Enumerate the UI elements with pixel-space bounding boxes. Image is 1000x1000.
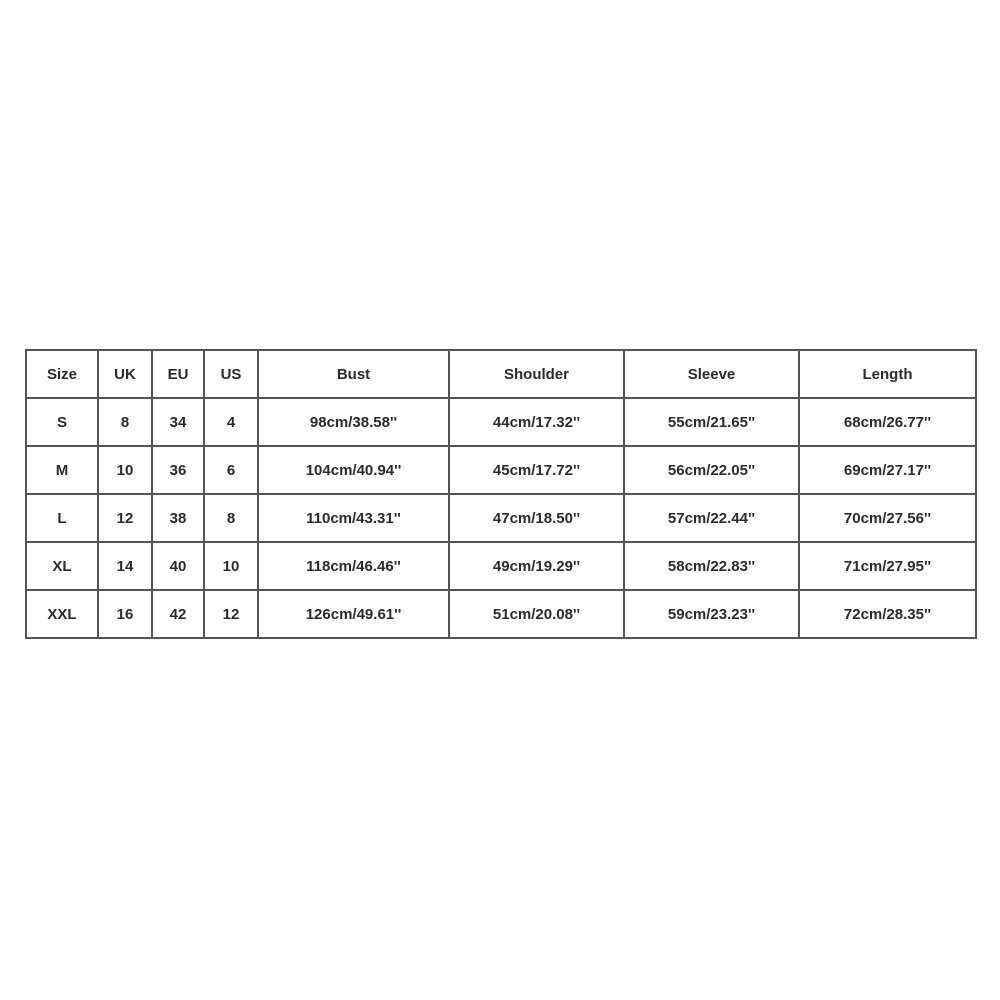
cell-shoulder: 47cm/18.50'' [449,494,624,542]
cell-sleeve: 56cm/22.05'' [624,446,799,494]
cell-bust: 104cm/40.94'' [258,446,449,494]
cell-shoulder: 45cm/17.72'' [449,446,624,494]
header-uk: UK [98,350,152,398]
cell-length: 72cm/28.35'' [799,590,976,638]
header-shoulder: Shoulder [449,350,624,398]
header-bust: Bust [258,350,449,398]
cell-size: XL [26,542,98,590]
cell-uk: 12 [98,494,152,542]
cell-uk: 16 [98,590,152,638]
cell-bust: 118cm/46.46'' [258,542,449,590]
cell-shoulder: 51cm/20.08'' [449,590,624,638]
header-length: Length [799,350,976,398]
cell-size: M [26,446,98,494]
table-row [26,590,976,638]
size-chart-table [25,349,977,639]
cell-bust: 98cm/38.58'' [258,398,449,446]
cell-eu: 34 [152,398,204,446]
cell-sleeve: 59cm/23.23'' [624,590,799,638]
header-us: US [204,350,258,398]
cell-uk: 14 [98,542,152,590]
cell-length: 68cm/26.77'' [799,398,976,446]
cell-sleeve: 55cm/21.65'' [624,398,799,446]
header-row [26,350,976,398]
cell-size: XXL [26,590,98,638]
cell-eu: 40 [152,542,204,590]
cell-us: 4 [204,398,258,446]
cell-bust: 110cm/43.31'' [258,494,449,542]
cell-size: S [26,398,98,446]
cell-eu: 38 [152,494,204,542]
table-row [26,494,976,542]
header-sleeve: Sleeve [624,350,799,398]
cell-uk: 10 [98,446,152,494]
cell-length: 69cm/27.17'' [799,446,976,494]
cell-shoulder: 49cm/19.29'' [449,542,624,590]
header-eu: EU [152,350,204,398]
cell-sleeve: 57cm/22.44'' [624,494,799,542]
table-row [26,398,976,446]
table-row [26,542,976,590]
cell-size: L [26,494,98,542]
cell-length: 70cm/27.56'' [799,494,976,542]
cell-us: 8 [204,494,258,542]
cell-us: 6 [204,446,258,494]
cell-us: 10 [204,542,258,590]
cell-sleeve: 58cm/22.83'' [624,542,799,590]
cell-eu: 42 [152,590,204,638]
table-row [26,446,976,494]
cell-bust: 126cm/49.61'' [258,590,449,638]
header-size: Size [26,350,98,398]
cell-length: 71cm/27.95'' [799,542,976,590]
cell-uk: 8 [98,398,152,446]
cell-us: 12 [204,590,258,638]
cell-shoulder: 44cm/17.32'' [449,398,624,446]
cell-eu: 36 [152,446,204,494]
